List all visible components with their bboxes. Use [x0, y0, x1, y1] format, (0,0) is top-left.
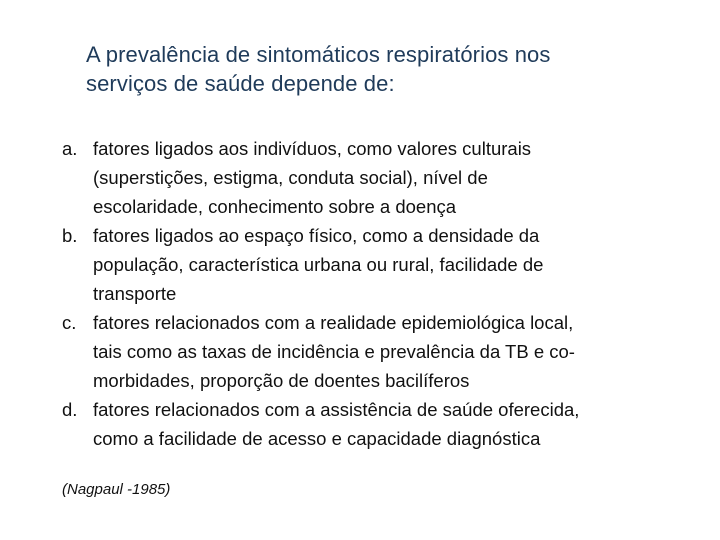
- list-item-line: transporte: [93, 283, 177, 304]
- list-item-line: como a facilidade de acesso e capacidade diagnóstica: [93, 428, 541, 449]
- list-item-line: fatores ligados ao espaço físico, como a densidade da: [93, 225, 540, 246]
- list-item-text: [93, 221, 702, 308]
- title-line: serviços de saúde depende de:: [86, 71, 395, 96]
- list-item-line: escolaridade, conhecimento sobre a doença: [93, 196, 457, 217]
- list-item-line: morbidades, proporção de doentes bacilíferos: [93, 370, 470, 391]
- factors-list: [62, 134, 702, 453]
- list-item-line: população, característica urbana ou rural, facilidade de: [93, 254, 544, 275]
- list-marker: a.: [62, 138, 78, 159]
- list-item-line: (superstições, estigma, conduta social), nível de: [93, 167, 488, 188]
- list-item: [62, 134, 702, 221]
- title-line: A prevalência de sintomáticos respiratórios nos: [86, 42, 551, 67]
- list-item: [62, 221, 702, 308]
- list-marker: b.: [62, 225, 78, 246]
- list-item: [62, 308, 702, 395]
- list-marker: d.: [62, 399, 78, 420]
- list-item-text: [93, 134, 702, 221]
- list-item-text: [93, 308, 702, 395]
- list-item-line: fatores ligados aos indivíduos, como valores culturais: [93, 138, 532, 159]
- citation: (Nagpaul -1985): [62, 481, 171, 498]
- slide-title: [86, 40, 686, 98]
- list-marker: c.: [62, 312, 77, 333]
- list-item-line: fatores relacionados com a assistência de saúde oferecida,: [93, 399, 580, 420]
- list-item-text: [93, 395, 702, 453]
- list-item: [62, 395, 702, 453]
- list-item-line: fatores relacionados com a realidade epidemiológica local,: [93, 312, 574, 333]
- list-item-line: tais como as taxas de incidência e prevalência da TB e co-: [93, 341, 575, 362]
